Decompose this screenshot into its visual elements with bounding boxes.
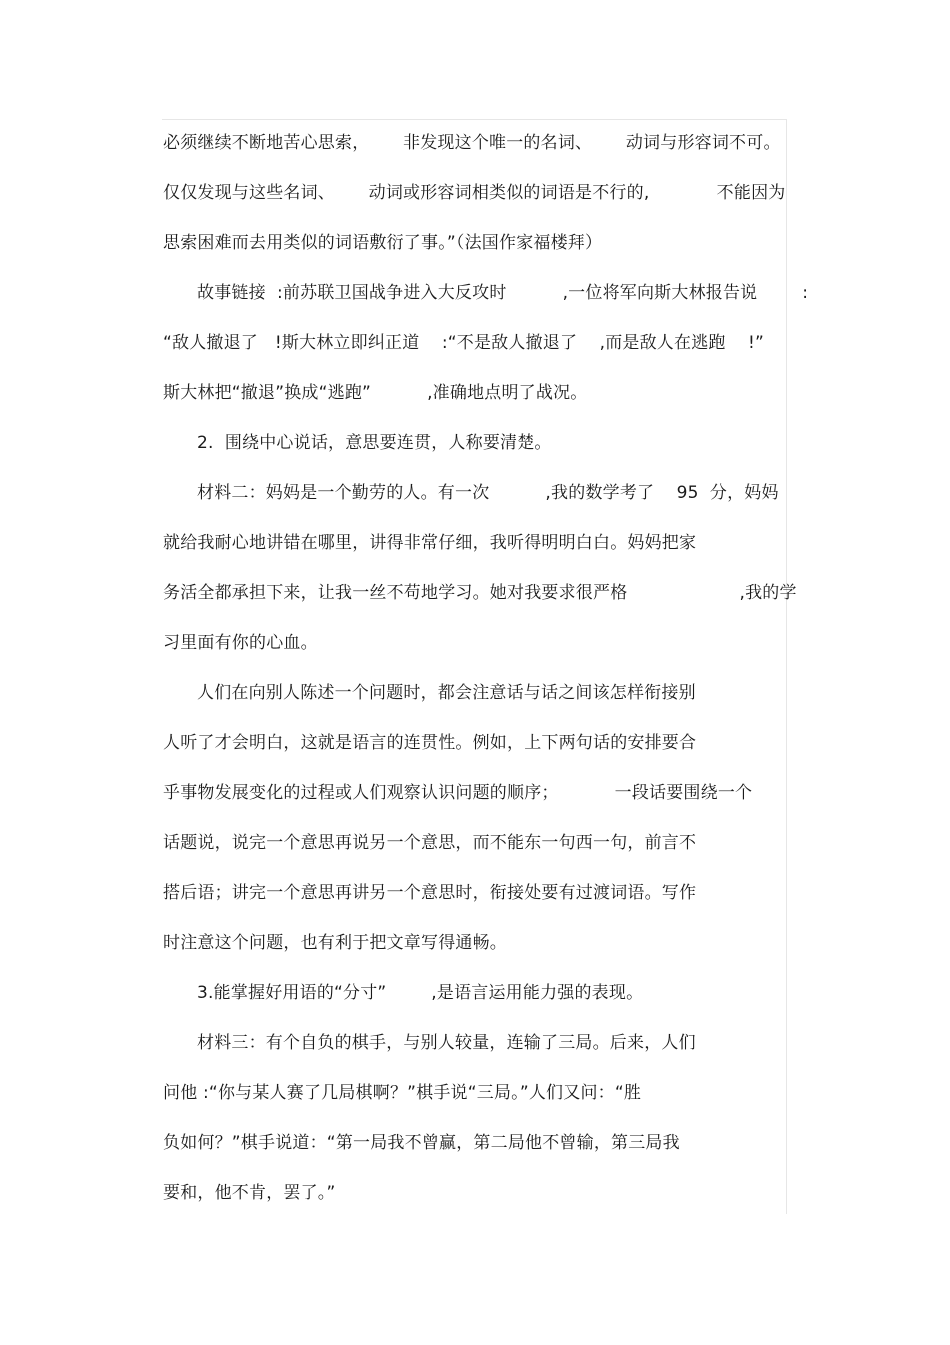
text-line: 务活全都承担下来，让我一丝不苟地学习。她对我要求很严格 ,我的学 <box>163 583 797 603</box>
text-line: 习里面有你的心血。 <box>163 633 318 653</box>
text-line: 材料二：妈妈是一个勤劳的人。有一次 ,我的数学考了 95 分，妈妈 <box>197 483 779 503</box>
section-heading: 2. 围绕中心说话，意思要连贯，人称要清楚。 <box>197 433 552 453</box>
text-line: 搭后语；讲完一个意思再讲另一个意思时，衔接处要有过渡词语。写作 <box>163 883 697 903</box>
text-line: 必须继续不断地苦心思索， 非发现这个唯一的名词、 动词与形容词不可。 <box>163 133 781 153</box>
text-line: 要和，他不肯，罢了。” <box>163 1183 336 1203</box>
text-line: 话题说，说完一个意思再说另一个意思，而不能东一句西一句，前言不 <box>163 833 697 853</box>
text-line: 时注意这个问题，也有利于把文章写得通畅。 <box>163 933 507 953</box>
section-heading: 3.能掌握好用语的“分寸” ,是语言运用能力强的表现。 <box>197 983 644 1003</box>
text-line: 人们在向别人陈述一个问题时，都会注意话与话之间该怎样衔接别 <box>197 683 696 703</box>
text-line: 仅仅发现与这些名词、 动词或形容词相类似的词语是不行的, 不能因为 <box>163 183 786 203</box>
text-line: 材料三：有个自负的棋手，与别人较量，连输了三局。后来，人们 <box>197 1033 696 1053</box>
text-line: 斯大林把“撤退”换成“逃跑” ,准确地点明了战况。 <box>163 383 588 403</box>
text-line: 负如何？”棋手说道：“第一局我不曾赢，第二局他不曾输，第三局我 <box>163 1133 680 1153</box>
text-line: 人听了才会明白，这就是语言的连贯性。例如，上下两句话的安排要合 <box>163 733 697 753</box>
text-line: 思索困难而去用类似的词语敷衍了事。”（法国作家福楼拜） <box>163 233 603 253</box>
text-line: 乎事物发展变化的过程或人们观察认识问题的顺序； 一段话要围绕一个 <box>163 783 753 803</box>
text-line: 问他 :“你与某人赛了几局棋啊？”棋手说“三局。”人们又问：“胜 <box>163 1083 642 1103</box>
text-line: 就给我耐心地讲错在哪里，讲得非常仔细，我听得明明白白。妈妈把家 <box>163 533 697 553</box>
text-line: “敌人撤退了 !斯大林立即纠正道 :“不是敌人撤退了 ,而是敌人在逃跑 !” <box>163 333 765 353</box>
text-line: 故事链接 :前苏联卫国战争进入大反攻时 ,一位将军向斯大林报告说 : <box>197 283 809 303</box>
